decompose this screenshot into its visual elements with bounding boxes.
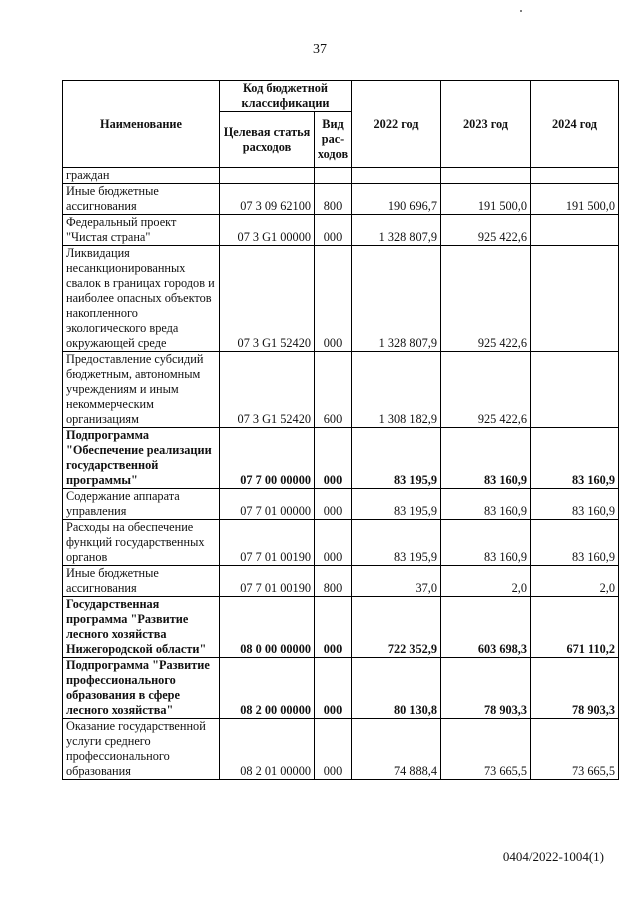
row-target-article: 07 7 01 00190: [220, 520, 315, 566]
table-row: [63, 215, 619, 246]
table-row: [63, 352, 619, 428]
row-amount-2022: 1 308 182,9: [352, 352, 441, 428]
row-target-article: 07 7 00 00000: [220, 428, 315, 489]
row-amount-2022: 190 696,7: [352, 184, 441, 215]
table-row: [63, 428, 619, 489]
row-amount-2024: 73 665,5: [531, 719, 619, 780]
row-expense-type: 000: [315, 428, 352, 489]
header-2024: 2024 год: [531, 81, 619, 168]
table-row: [63, 184, 619, 215]
row-amount-2023: 83 160,9: [441, 520, 531, 566]
table-row: [63, 520, 619, 566]
row-amount-2022: [352, 168, 441, 184]
header-target-article: Целевая статья расходов: [220, 112, 315, 168]
row-expense-type: 000: [315, 215, 352, 246]
row-amount-2023: 2,0: [441, 566, 531, 597]
table-row: [63, 168, 619, 184]
row-amount-2023: 83 160,9: [441, 428, 531, 489]
table-row: [63, 719, 619, 780]
row-amount-2022: 37,0: [352, 566, 441, 597]
row-target-article: 07 3 G1 52420: [220, 246, 315, 352]
row-target-article: 08 2 01 00000: [220, 719, 315, 780]
row-expense-type: 000: [315, 489, 352, 520]
row-amount-2024: 671 110,2: [531, 597, 619, 658]
scan-speck: [520, 10, 522, 12]
row-amount-2024: [531, 168, 619, 184]
row-amount-2022: 1 328 807,9: [352, 215, 441, 246]
row-target-article: 07 3 G1 00000: [220, 215, 315, 246]
row-name: Оказание государственной услуги среднего профессионального образования: [63, 719, 220, 780]
row-amount-2023: 73 665,5: [441, 719, 531, 780]
table-header: [63, 81, 619, 168]
row-amount-2023: 603 698,3: [441, 597, 531, 658]
row-name: Подпрограмма "Обеспечение реализации государственной программы": [63, 428, 220, 489]
row-amount-2024: 191 500,0: [531, 184, 619, 215]
row-target-article: [220, 168, 315, 184]
header-expense-type: Вид рас-ходов: [315, 112, 352, 168]
row-amount-2024: [531, 246, 619, 352]
row-amount-2023: 78 903,3: [441, 658, 531, 719]
row-amount-2022: 83 195,9: [352, 428, 441, 489]
header-2022: 2022 год: [352, 81, 441, 168]
row-amount-2024: 83 160,9: [531, 489, 619, 520]
row-amount-2024: 83 160,9: [531, 520, 619, 566]
row-amount-2023: 925 422,6: [441, 246, 531, 352]
row-amount-2022: 1 328 807,9: [352, 246, 441, 352]
row-expense-type: 000: [315, 246, 352, 352]
row-name: Содержание аппарата управления: [63, 489, 220, 520]
row-amount-2022: 74 888,4: [352, 719, 441, 780]
row-amount-2023: 925 422,6: [441, 215, 531, 246]
table-row: [63, 597, 619, 658]
row-target-article: 07 3 09 62100: [220, 184, 315, 215]
row-target-article: 07 7 01 00190: [220, 566, 315, 597]
row-name: Предоставление субсидий бюджетным, автономным учреждениям и иным некоммерческим организациям: [63, 352, 220, 428]
table-row: [63, 566, 619, 597]
row-expense-type: 800: [315, 184, 352, 215]
table-row: [63, 489, 619, 520]
header-name: Наименование: [63, 81, 220, 168]
row-amount-2022: 83 195,9: [352, 489, 441, 520]
row-amount-2023: 925 422,6: [441, 352, 531, 428]
row-expense-type: 000: [315, 520, 352, 566]
table-row: [63, 246, 619, 352]
row-name: Ликвидация несанкционированных свалок в границах городов и наиболее опасных объектов накопленного экологического вреда окружающей среде: [63, 246, 220, 352]
row-amount-2022: 80 130,8: [352, 658, 441, 719]
table-row: [63, 658, 619, 719]
row-expense-type: 000: [315, 658, 352, 719]
row-name: Государственная программа "Развитие лесного хозяйства Нижегородской области": [63, 597, 220, 658]
row-amount-2023: [441, 168, 531, 184]
row-amount-2024: 78 903,3: [531, 658, 619, 719]
budget-table: [62, 80, 619, 780]
row-expense-type: [315, 168, 352, 184]
row-name: Иные бюджетные ассигнования: [63, 566, 220, 597]
row-expense-type: 000: [315, 597, 352, 658]
row-amount-2023: 191 500,0: [441, 184, 531, 215]
row-amount-2024: [531, 352, 619, 428]
row-target-article: 07 7 01 00000: [220, 489, 315, 520]
row-amount-2024: [531, 215, 619, 246]
row-name: Расходы на обеспечение функций государственных органов: [63, 520, 220, 566]
row-expense-type: 600: [315, 352, 352, 428]
header-2023: 2023 год: [441, 81, 531, 168]
row-expense-type: 800: [315, 566, 352, 597]
row-amount-2022: 83 195,9: [352, 520, 441, 566]
row-amount-2024: 2,0: [531, 566, 619, 597]
row-name: Федеральный проект "Чистая страна": [63, 215, 220, 246]
row-expense-type: 000: [315, 719, 352, 780]
row-name: Подпрограмма "Развитие профессионального образования в сфере лесного хозяйства": [63, 658, 220, 719]
row-amount-2022: 722 352,9: [352, 597, 441, 658]
row-target-article: 08 2 00 00000: [220, 658, 315, 719]
header-kbk: Код бюджетной классификации: [220, 81, 352, 112]
row-name: граждан: [63, 168, 220, 184]
table-body: [63, 168, 619, 780]
row-target-article: 07 3 G1 52420: [220, 352, 315, 428]
row-name: Иные бюджетные ассигнования: [63, 184, 220, 215]
row-amount-2023: 83 160,9: [441, 489, 531, 520]
page-number: 37: [313, 42, 327, 57]
row-target-article: 08 0 00 00000: [220, 597, 315, 658]
row-amount-2024: 83 160,9: [531, 428, 619, 489]
document-code: 0404/2022-1004(1): [502, 849, 604, 864]
